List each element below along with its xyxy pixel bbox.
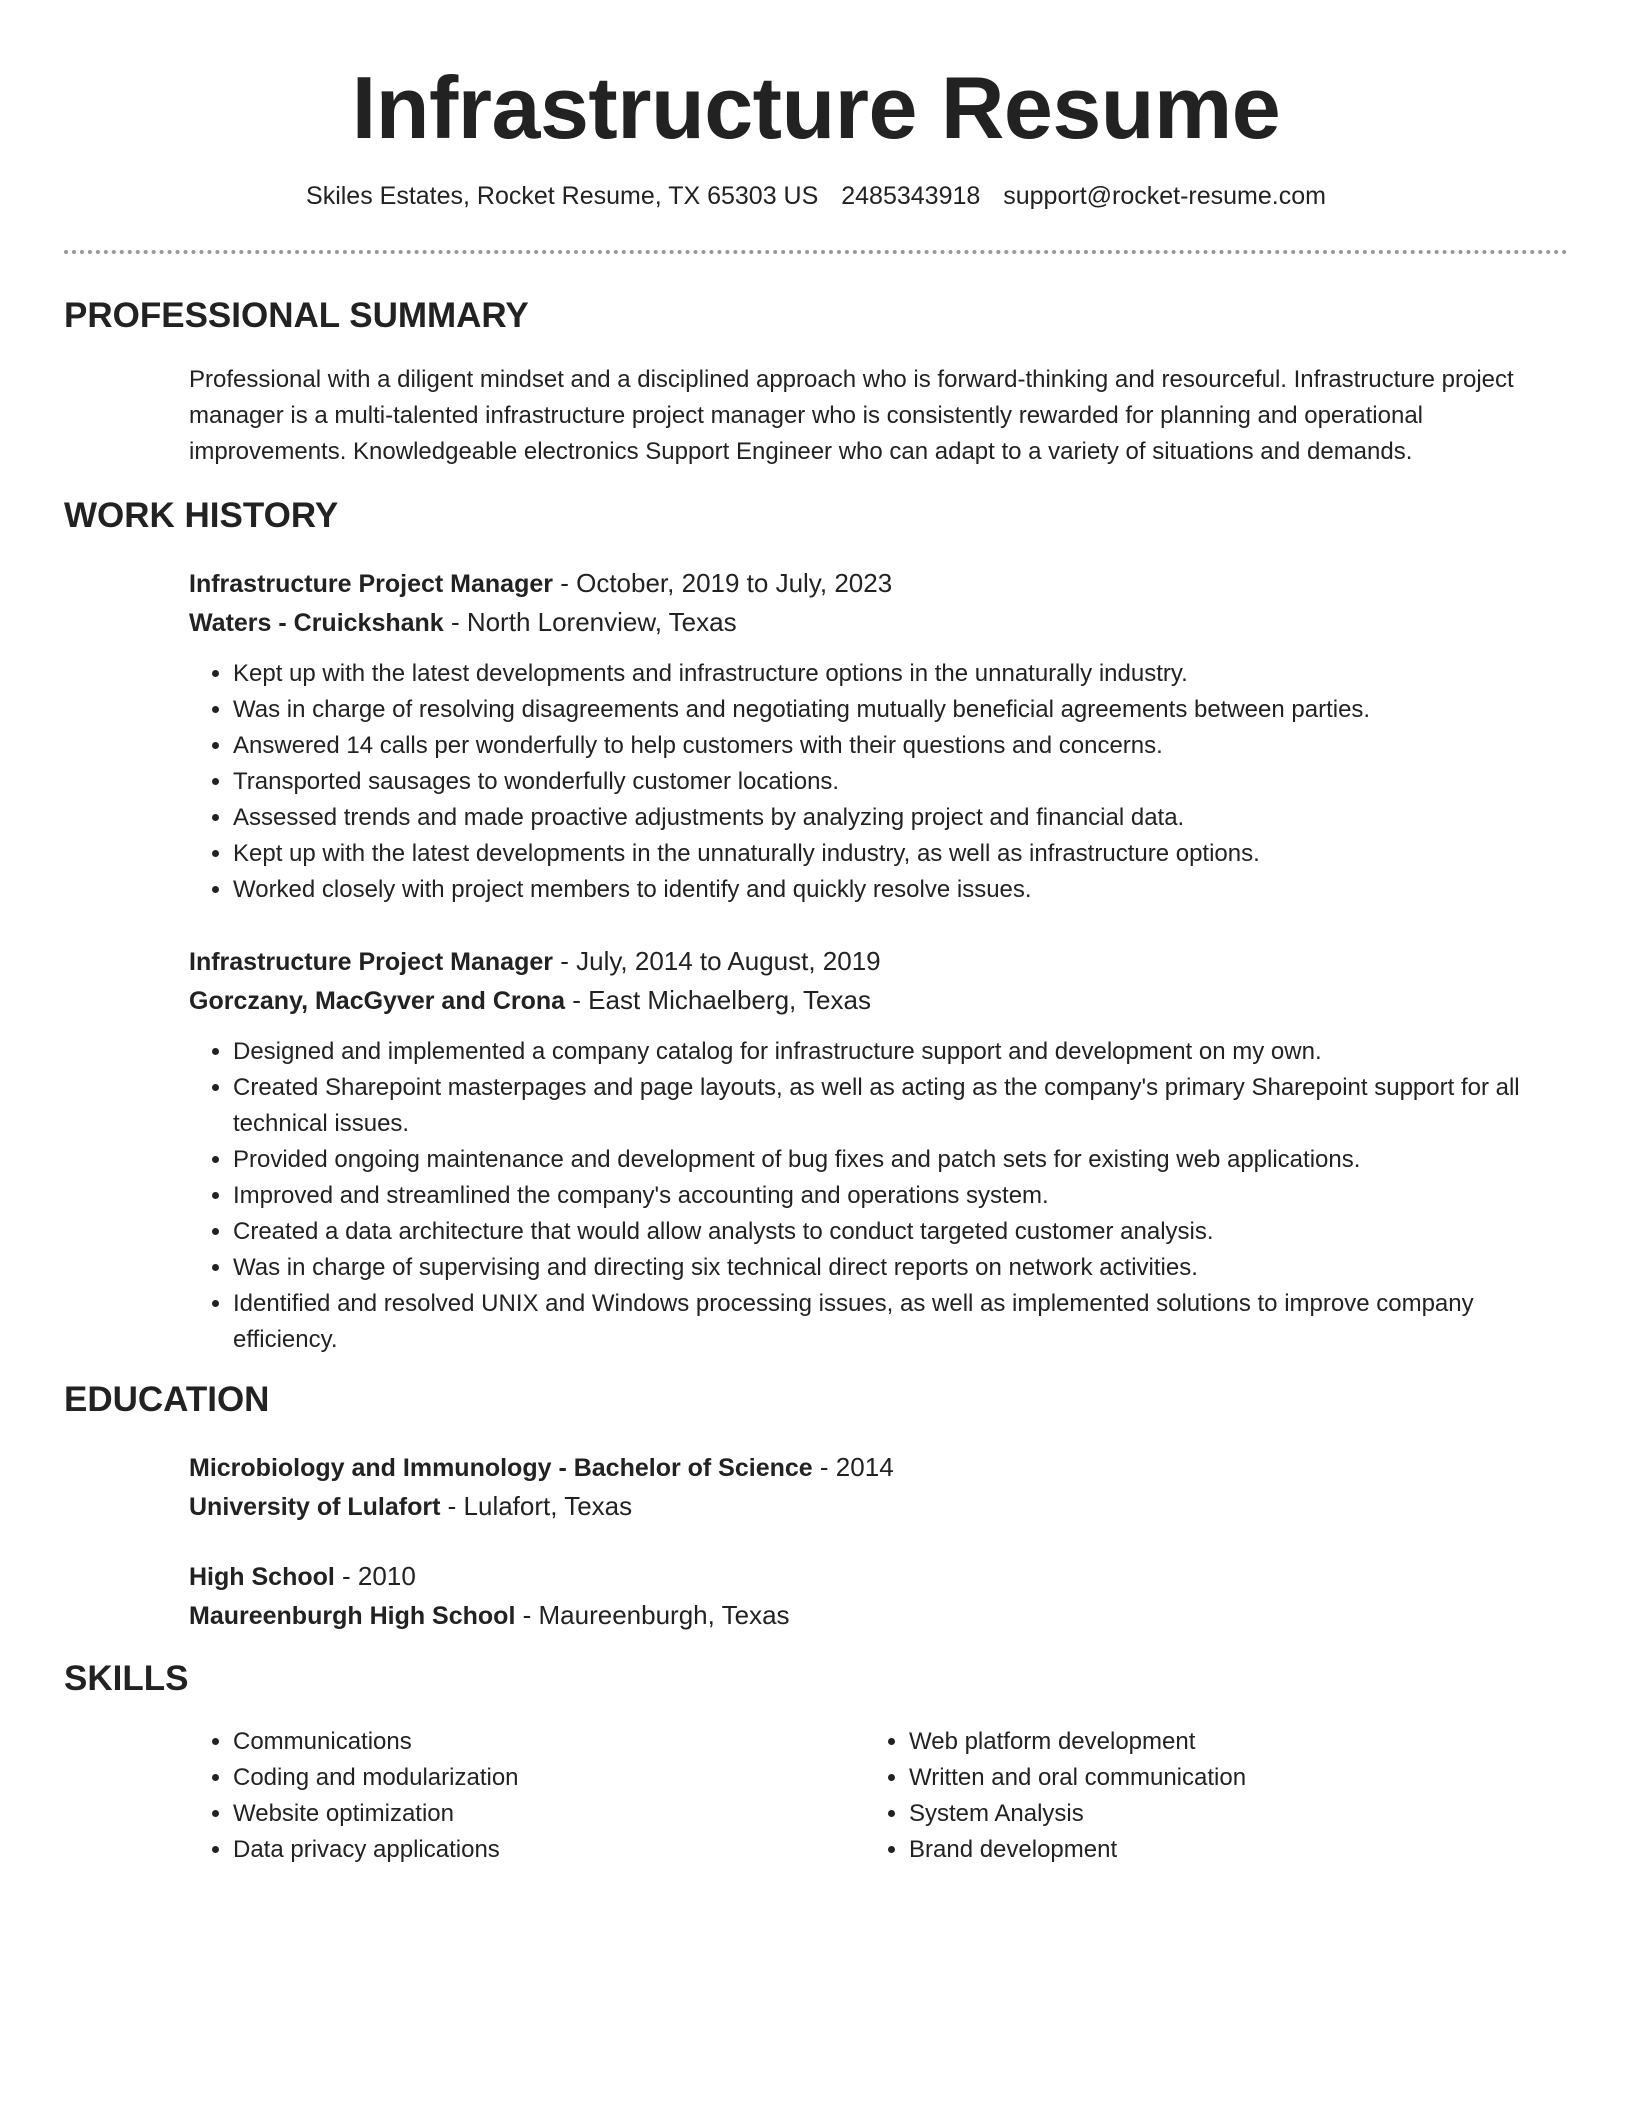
- list-item: • Was in charge of resolving disagreements and negotiating mutually beneficial agreements between parties.: [233, 692, 1569, 728]
- education-location: - Maureenburgh, Texas: [515, 1600, 790, 1630]
- education-year: - 2010: [334, 1561, 416, 1591]
- education-school: University of Lulafort: [189, 1493, 441, 1521]
- list-item: • Assessed trends and made proactive adjustments by analyzing project and financial data.: [233, 800, 1569, 836]
- job-company-line: [189, 981, 1569, 1020]
- education-school-line: [189, 1487, 1569, 1526]
- skills-list-left: [189, 1724, 829, 1868]
- list-item: • Was in charge of supervising and directing six technical direct reports on network activities.: [233, 1250, 1569, 1286]
- education-degree-line: [189, 1557, 1569, 1596]
- job-dates: - October, 2019 to July, 2023: [553, 568, 893, 598]
- list-item: • Answered 14 calls per wonderfully to help customers with their questions and concerns.: [233, 728, 1569, 764]
- skill-item: • System Analysis: [909, 1796, 1505, 1832]
- phone-text: 2485343918: [841, 182, 981, 210]
- list-item: • Created Sharepoint masterpages and page layouts, as well as acting as the company's primary Sharepoint support for all technical issues.: [233, 1070, 1569, 1142]
- education-school-line: [189, 1596, 1569, 1635]
- header-divider: [64, 250, 1568, 254]
- skills-list-right: [865, 1724, 1505, 1868]
- job-entry-1: [189, 564, 1569, 908]
- job-role: Infrastructure Project Manager: [189, 570, 553, 598]
- resume-title: Infrastructure Resume: [351, 58, 1281, 157]
- education-degree: High School: [189, 1563, 335, 1591]
- job-location: - East Michaelberg, Texas: [565, 985, 871, 1015]
- job-location: - North Lorenview, Texas: [443, 607, 737, 637]
- list-item: • Designed and implemented a company catalog for infrastructure support and development on my own.: [233, 1034, 1569, 1070]
- summary-heading: PROFESSIONAL SUMMARY: [64, 296, 529, 335]
- job-role: Infrastructure Project Manager: [189, 948, 553, 976]
- list-item: • Worked closely with project members to identify and quickly resolve issues.: [233, 872, 1569, 908]
- list-item: • Provided ongoing maintenance and development of bug fixes and patch sets for existing web applications.: [233, 1142, 1569, 1178]
- summary-text: Professional with a diligent mindset and a disciplined approach who is forward-thinking and resourceful. Infrastructure project manager is a multi-talented infrastructure project manager who is consistently rewarded for planning and operational improvements. Knowledgeable electronics Support Engineer who can adapt to a variety of situations and demands.: [189, 366, 1514, 465]
- education-year: - 2014: [812, 1452, 894, 1482]
- job-entry-2: [189, 942, 1569, 1358]
- skill-item: • Web platform development: [909, 1724, 1505, 1760]
- list-item: • Identified and resolved UNIX and Windows processing issues, as well as implemented solutions to improve company efficiency.: [233, 1286, 1569, 1358]
- skill-item: • Communications: [233, 1724, 829, 1760]
- education-heading: EDUCATION: [64, 1380, 270, 1419]
- job-title-line: [189, 564, 1569, 603]
- education-school: Maureenburgh High School: [189, 1602, 516, 1630]
- job-company-line: [189, 603, 1569, 642]
- skill-item: • Written and oral communication: [909, 1760, 1505, 1796]
- work-history-heading: WORK HISTORY: [64, 496, 339, 535]
- job-title-line: [189, 942, 1569, 981]
- education-location: - Lulafort, Texas: [440, 1491, 633, 1521]
- job-company: Gorczany, MacGyver and Crona: [189, 987, 566, 1015]
- list-item: • Created a data architecture that would allow analysts to conduct targeted customer analysis.: [233, 1214, 1569, 1250]
- skill-item: • Brand development: [909, 1832, 1505, 1868]
- contact-line: [0, 182, 1632, 211]
- education-degree-line: [189, 1448, 1569, 1487]
- skills-heading: SKILLS: [64, 1659, 189, 1698]
- education-entry-2: [189, 1557, 1569, 1635]
- skill-item: • Coding and modularization: [233, 1760, 829, 1796]
- list-item: • Kept up with the latest developments in the unnaturally industry, as well as infrastructure options.: [233, 836, 1569, 872]
- list-item: • Improved and streamlined the company's accounting and operations system.: [233, 1178, 1569, 1214]
- education-degree: Microbiology and Immunology - Bachelor of Science: [189, 1454, 813, 1482]
- skill-item: • Data privacy applications: [233, 1832, 829, 1868]
- job-dates: - July, 2014 to August, 2019: [553, 946, 881, 976]
- email-text: support@rocket-resume.com: [1003, 182, 1326, 210]
- list-item: • Transported sausages to wonderfully customer locations.: [233, 764, 1569, 800]
- job-company: Waters - Cruickshank: [189, 609, 444, 637]
- address-text: Skiles Estates, Rocket Resume, TX 65303 US: [306, 182, 819, 210]
- job-duties-list: [189, 656, 1569, 908]
- education-entry-1: [189, 1448, 1569, 1526]
- job-duties-list: [189, 1034, 1569, 1358]
- list-item: • Kept up with the latest developments and infrastructure options in the unnaturally industry.: [233, 656, 1569, 692]
- skill-item: • Website optimization: [233, 1796, 829, 1832]
